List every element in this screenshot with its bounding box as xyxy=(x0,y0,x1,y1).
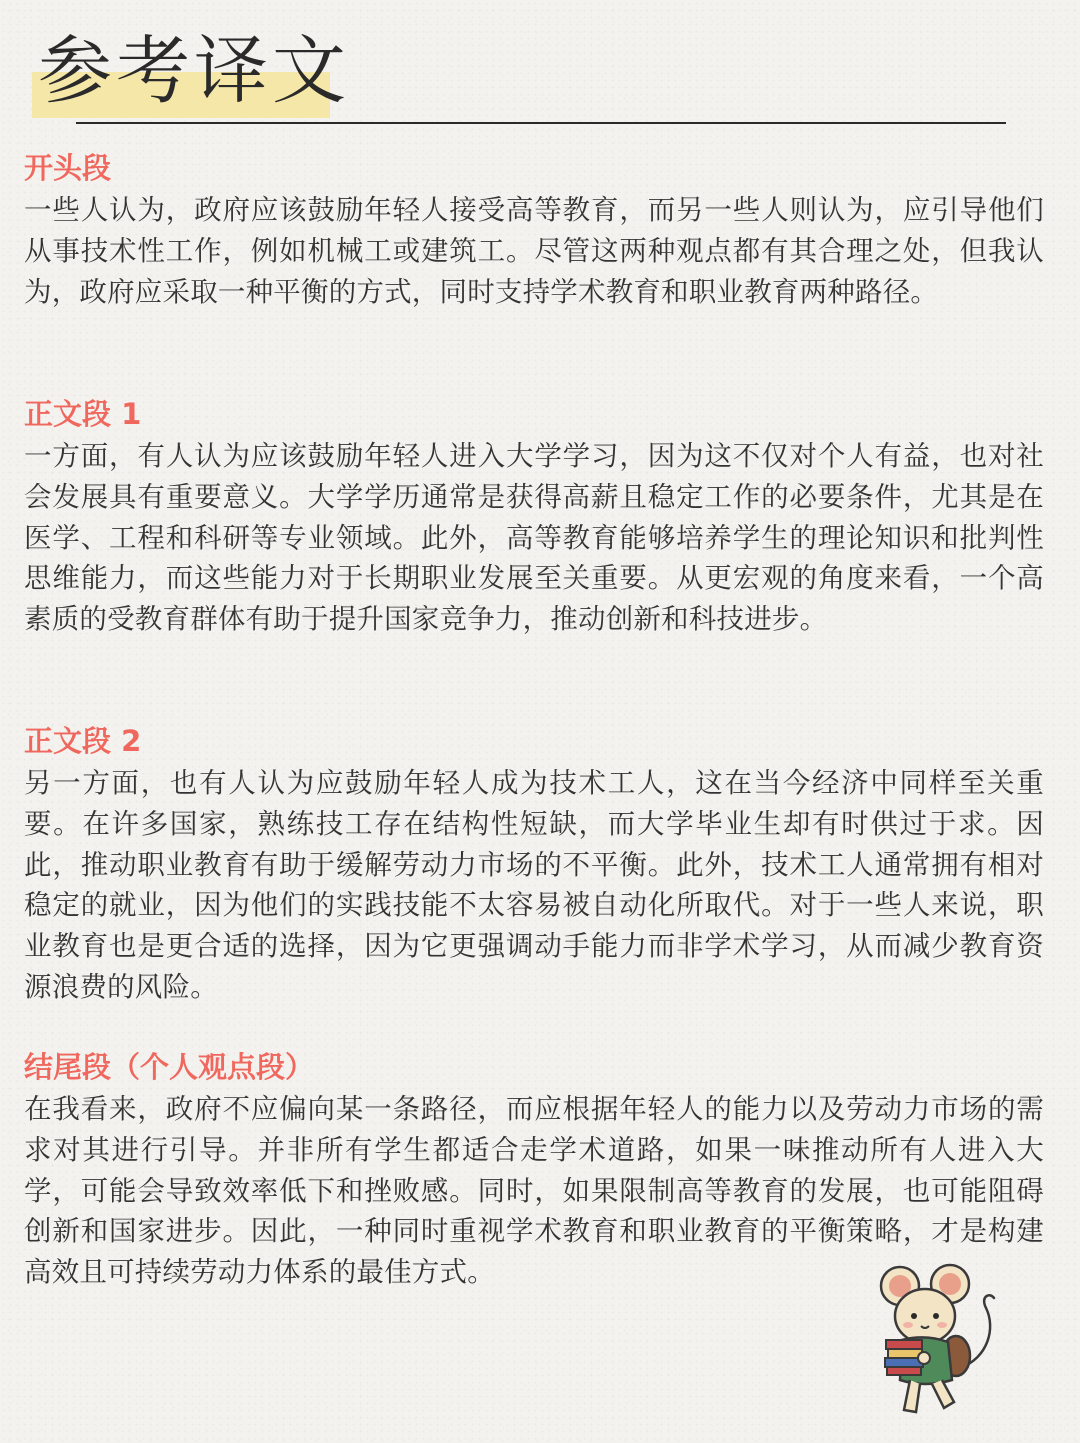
section-paragraph: 一方面，有人认为应该鼓励年轻人进入大学学习，因为这不仅对个人有益，也对社会发展具有重要意义。大学学历通常是获得高薪且稳定工作的必要条件，尤其是在医学、工程和科研等专业领域。此外，高等教育能够培养学生的理论知识和批判性思维能力，而这些能力对于长期职业发展至关重要。从更宏观的角度来看，一个高素质的受教育群体有助于提升国家竞争力，推动创新和科技进步。 xyxy=(24,440,1044,636)
title-block xyxy=(28,30,1028,130)
title-divider xyxy=(76,122,1006,124)
page-title: 参考译文 xyxy=(38,28,350,114)
section-heading: 开头段 xyxy=(24,151,112,185)
section-body-1 xyxy=(24,392,1044,640)
section-heading: 正文段 1 xyxy=(24,397,142,431)
mouse-mascot-icon xyxy=(868,1258,1008,1428)
section-body-2 xyxy=(24,719,1044,1008)
section-opening xyxy=(24,146,1044,312)
section-paragraph: 在我看来，政府不应偏向某一条路径，而应根据年轻人的能力以及劳动力市场的需求对其进行引导。并非所有学生都适合走学术道路，如果一味推动所有人进入大学，可能会导致效率低下和挫败感。同时，如果限制高等教育的发展，也可能阻碍创新和国家进步。因此，一种同时重视学术教育和职业教育的平衡策略，才是构建高效且可持续劳动力体系的最佳方式。 xyxy=(24,1093,1044,1289)
section-heading: 结尾段（个人观点段） xyxy=(24,1050,315,1084)
section-paragraph: 一些人认为，政府应该鼓励年轻人接受高等教育，而另一些人则认为，应引导他们从事技术性工作，例如机械工或建筑工。尽管这两种观点都有其合理之处，但我认为，政府应采取一种平衡的方式，同时支持学术教育和职业教育两种路径。 xyxy=(24,194,1044,308)
section-heading: 正文段 2 xyxy=(24,724,142,758)
section-conclusion xyxy=(24,1045,1044,1293)
section-paragraph: 另一方面，也有人认为应鼓励年轻人成为技术工人，这在当今经济中同样至关重要。在许多国家，熟练技工存在结构性短缺，而大学毕业生却有时供过于求。因此，推动职业教育有助于缓解劳动力市场的不平衡。此外，技术工人通常拥有相对稳定的就业，因为他们的实践技能不太容易被自动化所取代。对于一些人来说，职业教育也是更合适的选择，因为它更强调动手能力而非学术学习，从而减少教育资源浪费的风险。 xyxy=(24,767,1044,1003)
